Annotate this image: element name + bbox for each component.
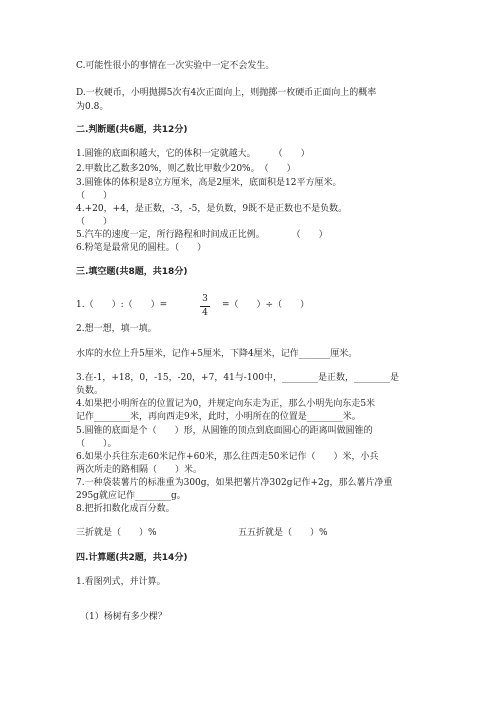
- fill-item-2: 2.想一想，填一填。: [76, 324, 157, 334]
- section-3-title: 三.填空题(共8题，共18分): [76, 267, 188, 277]
- fraction-numerator: 3: [202, 294, 208, 304]
- fill-item-5: 5.圆锥的底面是个（ ）形，从圆锥的顶点到底面圆心的距离叫做圆锥的: [76, 426, 373, 436]
- judge-item-4-bracket: （ ）: [76, 217, 113, 227]
- fill-item-8-b: 五五折就是（ ）%: [238, 528, 328, 538]
- judge-item-6: 6.粉笔是最常见的圆柱。（ ）: [76, 243, 207, 253]
- fraction-bar: [200, 306, 210, 307]
- fraction-three-quarters: [200, 294, 210, 319]
- fill-item-7: 7.一种袋装薯片的标准重为300g，如果把薯片净302g记作+2g，那么薯片净重: [76, 478, 393, 488]
- fill-item-1-left: 1.（ ）:（ ）=: [76, 300, 168, 310]
- option-d-line2: 为0.8。: [76, 102, 109, 112]
- calc-item-1: 1.看图列式，并计算。: [76, 577, 166, 587]
- section-4-title: 四.计算题(共2题，共14分): [76, 553, 188, 563]
- judge-item-3-bracket: （ ）: [76, 191, 113, 201]
- fill-item-5-cont: （ ）。: [76, 439, 117, 449]
- fill-item-4-cont: 记作________米，再向西走9米，此时，小明所在的位置是________米。: [76, 412, 361, 422]
- fill-item-1-right: =（ ）÷（ ）: [222, 300, 310, 310]
- fill-item-6: 6.如果小兵往东走60米记作+60米，那么往西走50米记作（ ）米，小兵: [76, 452, 379, 462]
- fill-item-8: 8.把折扣数化成百分数。: [76, 504, 175, 514]
- option-c: C.可能性很小的事情在一次实验中一定不会发生。: [76, 61, 275, 71]
- fill-item-6-cont: 两次所走的路相隔（ ）米。: [76, 465, 203, 475]
- option-d-line1: D.一枚硬币，小明抛掷5次有4次正面向上，则抛掷一枚硬币正面向上的概率: [76, 88, 377, 98]
- judge-item-3: 3.圆锥体的体积是8立方厘米，高是2厘米，底面积是12平方厘米。: [76, 178, 342, 188]
- fraction-denominator: 4: [202, 308, 208, 318]
- judge-item-5: 5.汽车的速度一定，所行路程和时间成正比例。 （ ）: [76, 230, 328, 240]
- fill-item-3: 3.在-1，+18，0，-15，-20，+7，41与-100中，________是正数，________是: [76, 373, 399, 383]
- fill-item-2-body: 水库的水位上升5厘米，记作+5厘米，下降4厘米，记作_______厘米。: [76, 349, 358, 359]
- fill-item-3-cont: 负数。: [76, 386, 104, 396]
- fill-item-8-a: 三折就是（ ）%: [76, 528, 157, 538]
- judge-item-2: 2.甲数比乙数多20%，则乙数比甲数少20%。 （ ）: [76, 164, 296, 174]
- fill-item-7-cont: 295g就应记作________g。: [76, 491, 186, 501]
- judge-item-1: 1.圆锥的底面积越大，它的体积一定就越大。 （ ）: [76, 149, 310, 159]
- fill-item-4: 4.如果把小明所在的位置记为0，并规定向东走为正，那么小明先向东走5米: [76, 399, 376, 409]
- judge-item-4: 4.+20，+4，是正数，-3，-5，是负数，9既不是正数也不是负数。: [76, 204, 348, 214]
- calc-item-1-question: （1）杨树有多少棵？: [80, 612, 167, 622]
- section-2-title: 二.判断题(共6题，共12分): [76, 125, 188, 135]
